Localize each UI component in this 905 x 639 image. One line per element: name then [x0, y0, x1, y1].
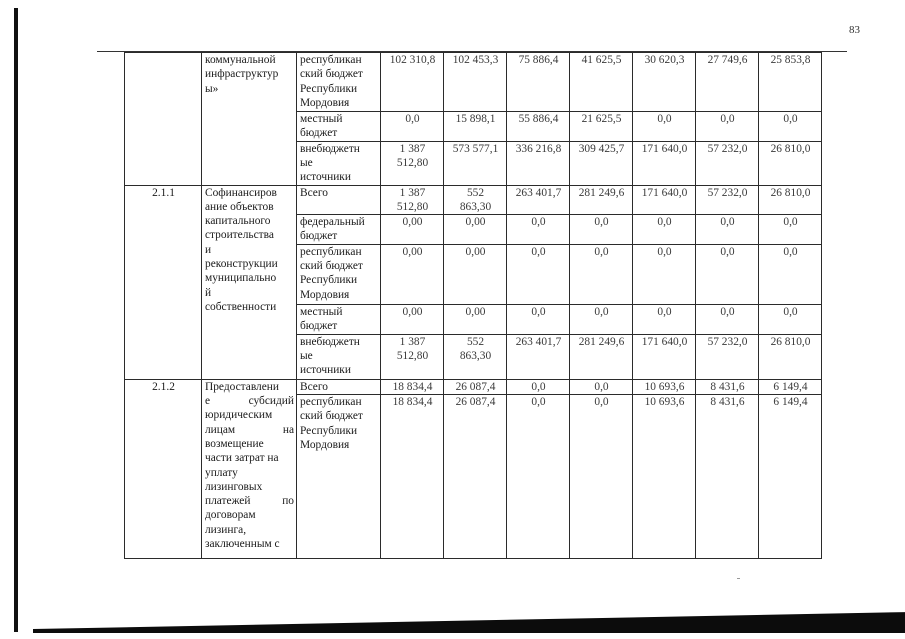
amount-cell: 573 577,1	[444, 141, 507, 185]
page-number: 83	[849, 24, 860, 36]
funding-source-line: внебюджетн	[300, 142, 360, 155]
amount-cell: 0,00	[444, 244, 507, 304]
amount-line: 552	[466, 186, 485, 199]
funding-source-line: Республики	[300, 424, 358, 437]
measure-name-line: юридическим	[205, 409, 273, 422]
amount-cell: 26 087,4	[444, 395, 507, 559]
amount-cell: 18 834,4	[381, 395, 444, 559]
amount-cell: 26 810,0	[759, 141, 822, 185]
amount-cell: 0,00	[444, 215, 507, 245]
amount-line: 863,30	[459, 350, 492, 363]
measure-name-line: заключенным с	[205, 538, 280, 551]
measure-name-line: уплату	[205, 466, 238, 479]
funding-source-line: республикан	[300, 396, 362, 409]
amount-cell: 0,00	[444, 304, 507, 334]
amount-cell: 57 232,0	[696, 334, 759, 379]
funding-source-line: Республики	[300, 274, 358, 287]
amount-cell: 0,0	[570, 215, 633, 245]
funding-source-line: Всего	[300, 380, 328, 393]
amount-cell	[444, 185, 507, 215]
amount-cell: 171 640,0	[633, 141, 696, 185]
amount-cell: 263 401,7	[507, 185, 570, 215]
funding-source-cell	[297, 304, 381, 334]
amount-cell: 10 693,6	[633, 395, 696, 559]
funding-source-line: республикан	[300, 245, 362, 258]
amount-cell: 0,00	[381, 304, 444, 334]
funding-source-line: федеральный	[300, 216, 365, 229]
funding-source-line: Мордовия	[300, 438, 350, 451]
funding-source-line: источники	[300, 171, 351, 184]
amount-cell: 0,0	[633, 215, 696, 245]
amount-cell: 0,0	[507, 215, 570, 245]
funding-source-cell	[297, 395, 381, 559]
funding-source-line: Всего	[300, 186, 328, 199]
funding-source-line: бюджет	[300, 127, 338, 140]
amount-cell: 171 640,0	[633, 334, 696, 379]
amount-line: 512,80	[396, 156, 429, 169]
measure-name-line: й	[205, 286, 212, 299]
funding-source-cell	[297, 215, 381, 245]
measure-name-line: договорам	[205, 509, 256, 522]
amount-cell: 6 149,4	[759, 395, 822, 559]
amount-cell: 21 625,5	[570, 112, 633, 142]
measure-name-line: строительства	[205, 229, 274, 242]
measure-name-line: Предоставлени	[205, 380, 279, 393]
measure-name-line: и	[205, 243, 212, 256]
measure-name-line: коммунальной	[205, 54, 276, 66]
scan-bottom-edge	[33, 611, 905, 633]
amount-cell: 0,0	[759, 304, 822, 334]
amount-cell: 30 620,3	[633, 53, 696, 112]
funding-source-line: Республики	[300, 82, 358, 95]
amount-line: 512,80	[396, 350, 429, 363]
amount-cell	[381, 334, 444, 379]
funding-source-cell	[297, 244, 381, 304]
amount-cell: 57 232,0	[696, 185, 759, 215]
amount-cell: 102 453,3	[444, 53, 507, 112]
measure-name-line: возмещение	[205, 437, 264, 450]
amount-cell: 0,0	[759, 112, 822, 142]
amount-cell: 0,0	[507, 379, 570, 394]
funding-source-cell	[297, 141, 381, 185]
row-code-cell	[125, 53, 202, 186]
measure-name-line: части затрат на	[205, 452, 279, 465]
funding-source-line: местный	[300, 305, 343, 318]
funding-source-line: ский бюджет	[300, 410, 363, 423]
amount-line: 1 387	[399, 186, 426, 199]
amount-cell: 26 087,4	[444, 379, 507, 394]
measure-name-cell	[202, 379, 297, 558]
measure-name-line: лизинговых	[205, 480, 263, 493]
table-row	[125, 53, 822, 112]
amount-cell: 281 249,6	[570, 334, 633, 379]
amount-cell: 263 401,7	[507, 334, 570, 379]
amount-cell: 0,0	[633, 304, 696, 334]
measure-name-line: лизинга,	[205, 523, 247, 536]
amount-cell: 0,0	[570, 395, 633, 559]
table-row	[125, 185, 822, 215]
funding-source-line: ский бюджет	[300, 68, 363, 81]
funding-source-line: внебюджетн	[300, 335, 360, 348]
amount-cell: 0,0	[759, 244, 822, 304]
amount-cell: 0,0	[507, 395, 570, 559]
funding-source-cell	[297, 112, 381, 142]
measure-name-line: лицам на	[205, 423, 294, 436]
amount-cell: 0,0	[570, 379, 633, 394]
amount-cell: 26 810,0	[759, 334, 822, 379]
amount-cell: 0,0	[507, 304, 570, 334]
funding-source-line: бюджет	[300, 230, 338, 243]
measure-name-line: ы»	[205, 82, 219, 95]
amount-cell: 0,0	[759, 215, 822, 245]
funding-source-line: ский бюджет	[300, 260, 363, 273]
amount-cell: 0,00	[381, 244, 444, 304]
measure-name-cell	[202, 185, 297, 379]
amount-cell: 55 886,4	[507, 112, 570, 142]
funding-source-line: местный	[300, 113, 343, 125]
measure-name-line: муниципально	[205, 272, 277, 285]
amount-cell: 171 640,0	[633, 185, 696, 215]
amount-cell: 336 216,8	[507, 141, 570, 185]
amount-line: 1 387	[399, 335, 426, 348]
funding-source-line: Мордовия	[300, 288, 350, 301]
amount-cell: 57 232,0	[696, 141, 759, 185]
measure-name-line: собственности	[205, 300, 277, 313]
amount-cell: 41 625,5	[570, 53, 633, 112]
measure-name-line: платежей по	[205, 495, 294, 508]
budget-table	[124, 52, 822, 559]
measure-name-line: капитального	[205, 215, 271, 228]
measure-name-line: е субсидий	[205, 395, 294, 408]
measure-name-cell	[202, 53, 297, 186]
amount-cell: 6 149,4	[759, 379, 822, 394]
amount-cell: 0,00	[381, 215, 444, 245]
funding-source-line: источники	[300, 364, 351, 377]
measure-name-line: инфраструктур	[205, 68, 279, 81]
scan-left-edge	[14, 8, 18, 632]
funding-source-cell	[297, 185, 381, 215]
amount-line: 863,30	[459, 200, 492, 213]
funding-source-cell	[297, 379, 381, 394]
amount-cell: 8 431,6	[696, 395, 759, 559]
amount-cell: 0,0	[570, 304, 633, 334]
amount-cell: 309 425,7	[570, 141, 633, 185]
measure-name-line: Софинансиров	[205, 186, 277, 199]
funding-source-line: Мордовия	[300, 96, 350, 109]
table-row	[125, 379, 822, 394]
amount-line: 1 387	[399, 142, 426, 155]
amount-cell: 25 853,8	[759, 53, 822, 112]
amount-cell	[381, 185, 444, 215]
amount-cell: 0,0	[633, 112, 696, 142]
amount-cell	[381, 141, 444, 185]
row-code-cell: 2.1.2	[125, 379, 202, 558]
funding-source-line: бюджет	[300, 320, 338, 333]
amount-cell: 26 810,0	[759, 185, 822, 215]
amount-cell: 0,0	[507, 244, 570, 304]
funding-source-cell	[297, 53, 381, 112]
amount-cell: 0,0	[570, 244, 633, 304]
amount-cell: 27 749,6	[696, 53, 759, 112]
amount-cell: 0,0	[696, 112, 759, 142]
amount-cell: 18 834,4	[381, 379, 444, 394]
amount-line: 512,80	[396, 200, 429, 213]
table-body	[125, 53, 822, 559]
scan-speck	[737, 578, 740, 579]
measure-name-line: ание объектов	[205, 200, 274, 213]
amount-cell: 0,0	[696, 215, 759, 245]
amount-cell	[444, 334, 507, 379]
amount-cell: 8 431,6	[696, 379, 759, 394]
amount-cell: 0,0	[696, 244, 759, 304]
funding-source-line: ые	[300, 350, 313, 363]
funding-source-line: республикан	[300, 54, 362, 66]
amount-cell: 0,0	[633, 244, 696, 304]
funding-source-line: ые	[300, 156, 313, 169]
amount-cell: 75 886,4	[507, 53, 570, 112]
amount-cell: 0,0	[381, 112, 444, 142]
amount-cell: 281 249,6	[570, 185, 633, 215]
amount-cell: 0,0	[696, 304, 759, 334]
funding-source-cell	[297, 334, 381, 379]
measure-name-line: реконструкции	[205, 258, 278, 271]
row-code-cell: 2.1.1	[125, 185, 202, 379]
amount-cell: 10 693,6	[633, 379, 696, 394]
amount-line: 552	[466, 335, 485, 348]
amount-cell: 15 898,1	[444, 112, 507, 142]
amount-cell: 102 310,8	[381, 53, 444, 112]
